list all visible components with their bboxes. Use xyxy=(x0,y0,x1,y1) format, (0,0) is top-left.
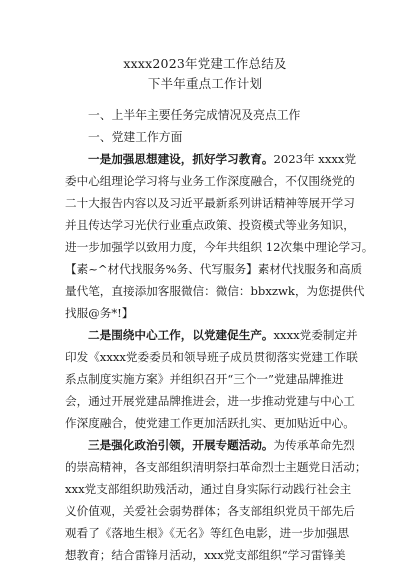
paragraph-2-line-2: 量代笔，直接添加客服微信：微信：bbxzwk，为您提供代 xyxy=(65,284,365,298)
subsection-heading: 一、党建工作方面 xyxy=(88,130,183,144)
paragraph-4-line-4: 义价值观，关爱社会弱势群体；各支部组织党员干部先后 xyxy=(65,504,355,518)
paragraph-3-line-5: 作深度融合，使党建工作更加活跃扎实、更加贴近中心。 xyxy=(65,416,355,430)
paragraph-3-line-1-text: xxxx党委制定并 xyxy=(273,328,358,342)
section-heading: 一、上半年主要任务完成情况及亮点工作 xyxy=(88,108,301,122)
paragraph-4-line-6: 想教育；结合雷锋月活动，xxx党支部组织“学习雷锋美 xyxy=(65,548,346,562)
paragraph-3-line-1 xyxy=(88,324,410,346)
paragraph-3-line-2: 印发《xxxx党委委员和领导班子成员贯彻落实党建工作联 xyxy=(65,350,358,364)
paragraph-4-line-5: 观看了《落地生根》《无名》等红色电影，进一步加强思 xyxy=(65,526,350,540)
paragraph-1-lead: 一是加强思想建设，抓好学习教育。 xyxy=(88,152,274,166)
paragraph-3-line-3: 系点制度实施方案》并组织召开“三个一”党建品牌推进 xyxy=(65,372,344,386)
paragraph-4-line-1-text: 为传承革命先烈 xyxy=(273,438,355,452)
document-title-line-2: 下半年重点工作计划 xyxy=(147,76,263,91)
paragraph-1-line-1 xyxy=(88,148,410,170)
paragraph-1-line-1-text: 2023年 xxxx党 xyxy=(273,152,357,166)
paragraph-1-line-3: 二十大报告内容以及习近平最新系列讲话精神等展开学习 xyxy=(65,196,355,210)
paragraph-4-line-3: xxx党支部组织助残活动，通过自身实际行动践行社会主 xyxy=(65,482,352,496)
paragraph-3-line-4: 会，通过开展党建品牌推进会，进一步推动党建与中心工 xyxy=(65,394,355,408)
document-title-line-1: xxxx2023年党建工作总结及 xyxy=(123,56,287,71)
paragraph-1-line-2: 委中心组理论学习将与业务工作深度融合，不仅围绕党的 xyxy=(65,174,355,188)
paragraph-4-lead: 三是强化政治引领，开展专题活动。 xyxy=(88,438,274,452)
paragraph-2-line-1: 【素~^材代找服务%务、代写服务】素材代找服务和高质 xyxy=(65,262,363,276)
paragraph-2-line-3: 找服@务*!】 xyxy=(65,306,134,320)
paragraph-4-line-1 xyxy=(88,434,410,456)
paragraph-3-lead: 二是围绕中心工作，以党建促生产。 xyxy=(88,328,274,342)
paragraph-1-line-5: 进一步加强学以致用力度，今年共组织 12次集中理论学习。 xyxy=(65,240,374,254)
paragraph-1-line-4: 并且传达学习光伏行业重点政策、投资模式等业务知识， xyxy=(65,218,355,232)
paragraph-4-line-2: 的崇高精神，各支部组织清明祭扫革命烈士主题党日活动； xyxy=(65,460,367,474)
